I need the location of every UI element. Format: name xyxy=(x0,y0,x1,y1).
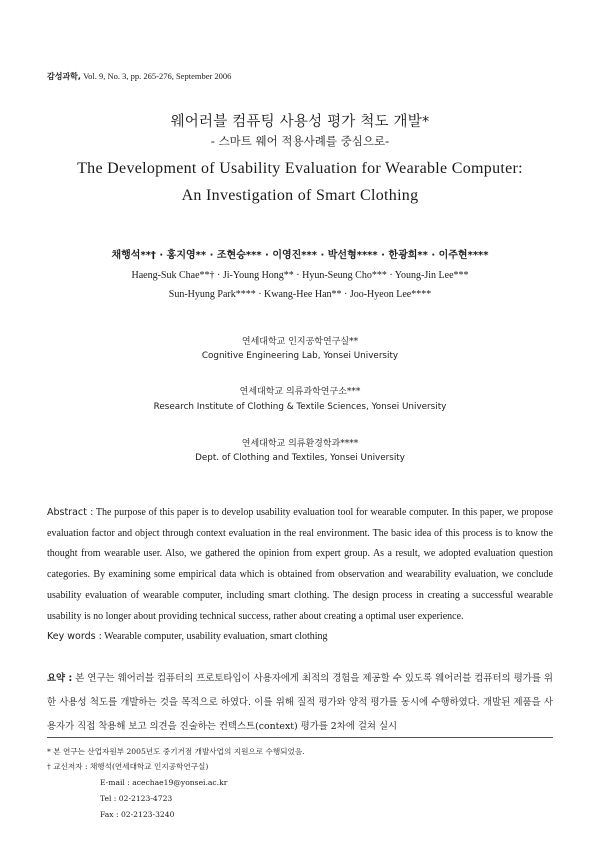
korean-title: 웨어러블 컴퓨팅 사용성 평가 척도 개발* xyxy=(170,114,430,130)
korean-abstract xyxy=(47,667,553,739)
footnote-tel: Tel : 02-2123-4723 xyxy=(100,794,173,803)
keywords-text: Wearable computer, usability evaluation, smart clothing xyxy=(101,631,328,642)
abstract xyxy=(47,503,553,627)
footnote-corresponding: † 교신저자 : 채행석(연세대학교 인지공학연구실) xyxy=(47,762,209,771)
footnote-funding: * 본 연구는 산업자원부 2005년도 중기거점 개발사업의 지원으로 수행되었음. xyxy=(47,747,305,756)
footnote-divider xyxy=(47,737,553,738)
english-title-line2: An Investigation of Smart Clothing xyxy=(181,187,419,204)
journal-name: 감성과학, xyxy=(47,72,81,81)
korean-abstract-text: 본 연구는 웨어러블 컴퓨터의 프로토타입이 사용자에게 최적의 경험을 제공할 수 있도록 웨어러블 컴퓨터의 평가를 위한 사용성 척도를 개발하는 것을 목적으로 하였다. 이를 위해 질적 평가와 양적 평가를 동시에 수행하였다. 개발된 제품을 사용자가 직접 착용해 보고 의견을 진술하는 컨텍스트(context) 평가를 2차에 걸쳐 실시 xyxy=(47,673,553,732)
keywords xyxy=(47,631,328,642)
journal-info: Vol. 9, No. 3, pp. 265-276, September 2006 xyxy=(83,71,232,81)
affiliation-2-english: Research Institute of Clothing & Textile Sciences, Yonsei University xyxy=(153,402,447,412)
journal-header xyxy=(47,71,231,82)
footnote-email: E-mail : acechae19@yonsei.ac.kr xyxy=(100,778,228,787)
authors-korean: 채행석**† · 홍지영** · 조현승*** · 이영진*** · 박선형**** · 한광희** · 이주현**** xyxy=(111,250,489,261)
affiliation-2-korean: 연세대학교 의류과학연구소*** xyxy=(239,387,361,397)
authors-english-line1: Haeng-Suk Chae**† · Ji-Young Hong** · Hyun-Seung Cho*** · Young-Jin Lee*** xyxy=(131,270,469,281)
korean-abstract-label: 요약 : xyxy=(47,673,73,684)
affiliation-1-korean: 연세대학교 인지공학연구실** xyxy=(241,337,359,347)
abstract-label: Abstract : xyxy=(47,507,94,518)
authors-english-line2: Sun-Hyung Park**** · Kwang-Hee Han** · Joo-Hyeon Lee**** xyxy=(168,289,432,300)
keywords-label: Key words : xyxy=(47,631,102,642)
affiliation-1-english: Cognitive Engineering Lab, Yonsei University xyxy=(201,351,399,361)
english-title-line1: The Development of Usability Evaluation for Wearable Computer: xyxy=(77,160,523,177)
abstract-text: The purpose of this paper is to develop usability evaluation tool for wearable computer. In this paper, we propose evaluation factor and object through context evaluation in the real environment. The basic idea of this process is to know the thought from wearable user. Also, we gathered the opinion from expert group. As a result, we adopted evaluation question categories. By examining some empirical data which is obtained from observation and wearability evaluation, we conclude usability evaluation of wearable computer, including smart clothing. The design process in creating a successful wearable usability is no longer about providing technical success, rather about creating a optimal user experience. xyxy=(47,507,553,622)
korean-subtitle: - 스마트 웨어 적용사례를 중심으로- xyxy=(210,134,390,148)
footnote-fax: Fax : 02-2123-3240 xyxy=(100,810,175,819)
affiliation-3-korean: 연세대학교 의류환경학과**** xyxy=(241,439,359,449)
affiliation-3-english: Dept. of Clothing and Textiles, Yonsei University xyxy=(195,453,405,463)
